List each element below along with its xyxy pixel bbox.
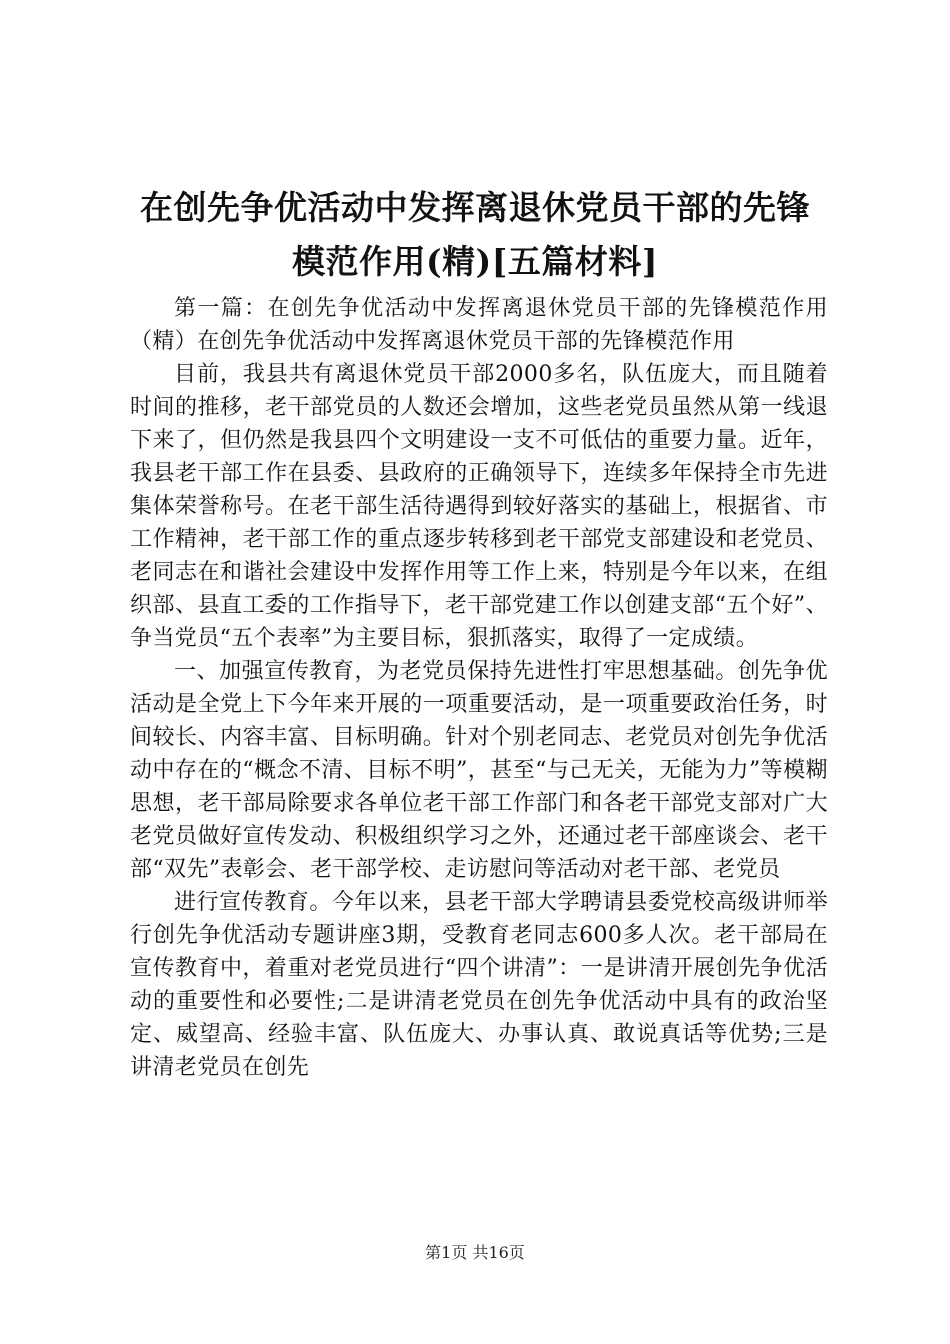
page-number-footer: 第1页 共16页 <box>425 1243 525 1262</box>
paragraph-1: 第一篇：在创先争优活动中发挥离退休党员干部的先锋模范作用（精）在创先争优活动中发挥离退休党员干部的先锋模范作用 <box>130 296 828 354</box>
document-title-line-1: 在创先争优活动中发挥离退休党员干部的先锋 <box>140 188 810 227</box>
paragraph-2: 目前，我县共有离退休党员干部2000多名，队伍庞大，而且随着时间的推移，老干部党员的人数还会增加，这些老党员虽然从第一线退下来了，但仍然是我县四个文明建设一支不可低估的重要力量。近年，我县老干部工作在县委、县政府的正确领导下，连续多年保持全市先进集体荣誉称号。在老干部生活待遇得到较好落实的基础上，根据省、市工作精神，老干部工作的重点逐步转移到老干部党支部建设和老党员、老同志在和谐社会建设中发挥作用等工作上来，特别是今年以来，在组织部、县直工委的工作指导下，老干部党建工作以创建支部“五个好”、争当党员“五个表率”为主要目标，狠抓落实，取得了一定成绩。 <box>130 362 828 651</box>
paragraph-3: 一、加强宣传教育，为老党员保持先进性打牢思想基础。创先争优活动是全党上下今年来开展的一项重要活动，是一项重要政治任务，时间较长、内容丰富、目标明确。针对个别老同志、老党员对创先争优活动中存在的“概念不清、目标不明”，甚至“与己无关，无能为力”等模糊思想，老干部局除要求各单位老干部工作部门和各老干部党支部对广大老党员做好宣传发动、积极组织学习之外，还通过老干部座谈会、老干部“双先”表彰会、老干部学校、走访慰问等活动对老干部、老党员 <box>130 659 828 882</box>
document-body <box>130 292 828 1084</box>
document-title-line-2: 模范作用(精)[五篇材料] <box>292 242 658 281</box>
paragraph-4: 进行宣传教育。今年以来，县老干部大学聘请县委党校高级讲师举行创先争优活动专题讲座3期，受教育老同志600多人次。老干部局在宣传教育中，着重对老党员进行“四个讲清”：一是讲清开展创先争优活动的重要性和必要性;二是讲清老党员在创先争优活动中具有的政治坚定、威望高、经验丰富、队伍庞大、办事认真、敢说真话等优势;三是讲清老党员在创先 <box>130 890 828 1080</box>
